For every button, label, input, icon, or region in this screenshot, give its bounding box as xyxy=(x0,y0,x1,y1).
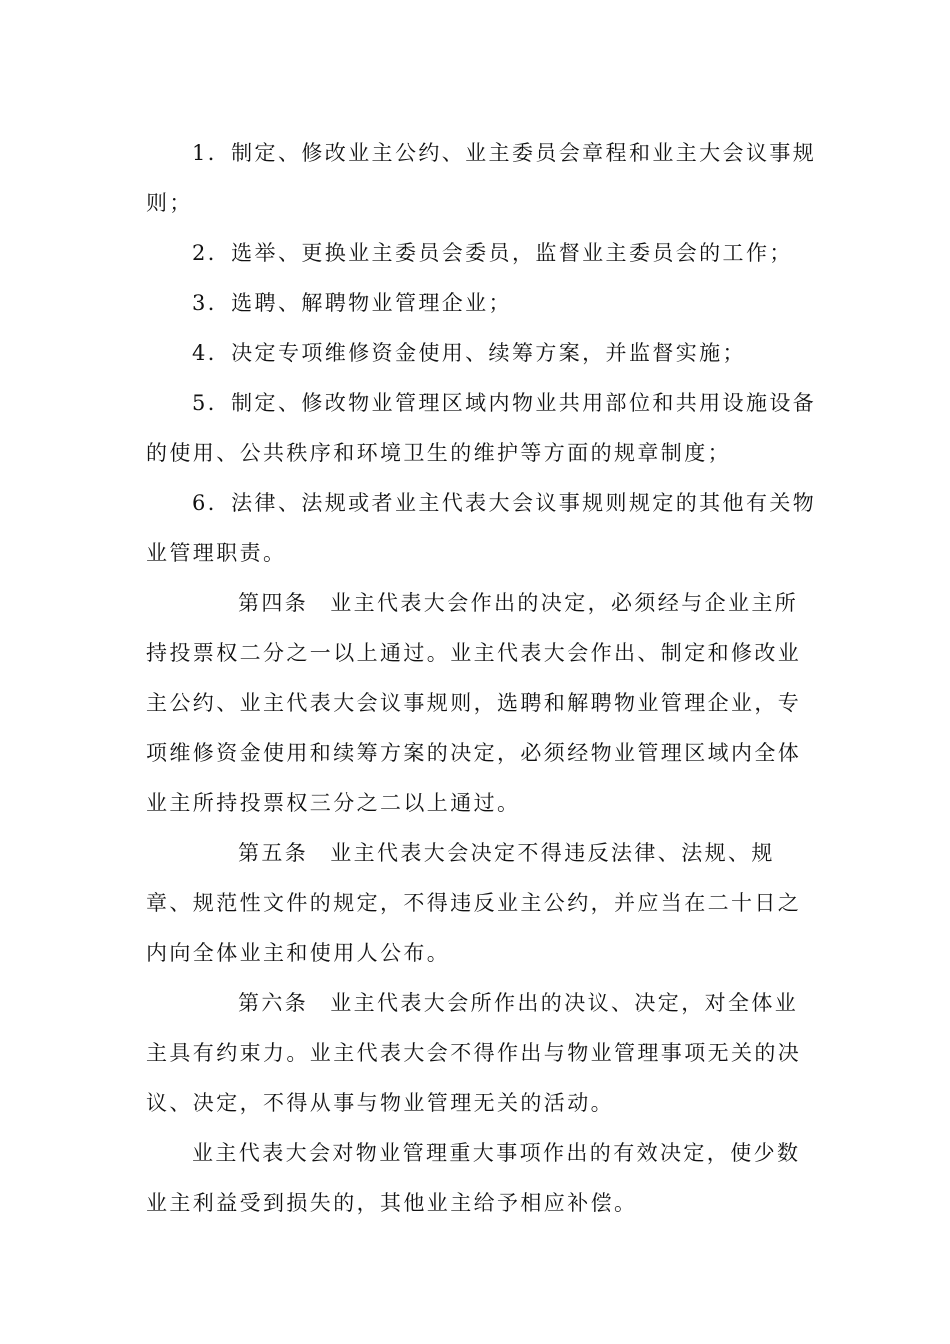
document-body xyxy=(146,128,818,1228)
article-5-text: 业主代表大会决定不得违反法律、法规、规章、规范性文件的规定，不得违反业主公约，并应当在二十日之内向全体业主和使用人公布。 xyxy=(146,841,802,965)
article-4-paragraph xyxy=(146,578,818,828)
article-5-paragraph xyxy=(146,828,818,978)
list-item-2: 2．选举、更换业主委员会委员，监督业主委员会的工作； xyxy=(192,241,793,265)
article-5-number: 第五条 xyxy=(238,841,309,865)
article-4-text: 业主代表大会作出的决定，必须经与企业主所持投票权二分之一以上通过。业主代表大会作出、制定和修改业主公约、业主代表大会议事规则，选聘和解聘物业管理企业，专项维修资金使用和续筹方案的决定，必须经物业管理区域内全体业主所持投票权三分之二以上通过。 xyxy=(146,591,802,815)
list-item-1: 1．制定、修改业主公约、业主委员会章程和业主大会议事规则； xyxy=(146,141,817,215)
article-6-paragraph xyxy=(146,978,818,1128)
closing-paragraph: 业主代表大会对物业管理重大事项作出的有效决定，使少数业主利益受到损失的，其他业主给予相应补偿。 xyxy=(146,1141,801,1215)
list-item-6: 6．法律、法规或者业主代表大会议事规则规定的其他有关物业管理职责。 xyxy=(146,491,817,565)
list-item-3: 3．选聘、解聘物业管理企业； xyxy=(192,291,512,315)
article-6-number: 第六条 xyxy=(238,991,309,1015)
list-item-4: 4．决定专项维修资金使用、续筹方案，并监督实施； xyxy=(192,341,746,365)
list-item-5: 5．制定、修改物业管理区域内物业共用部位和共用设施设备的使用、公共秩序和环境卫生的维护等方面的规章制度； xyxy=(146,391,817,465)
article-4-number: 第四条 xyxy=(238,591,309,615)
article-6-text: 业主代表大会所作出的决议、决定，对全体业主具有约束力。业主代表大会不得作出与物业管理事项无关的决议、决定，不得从事与物业管理无关的活动。 xyxy=(146,991,802,1115)
